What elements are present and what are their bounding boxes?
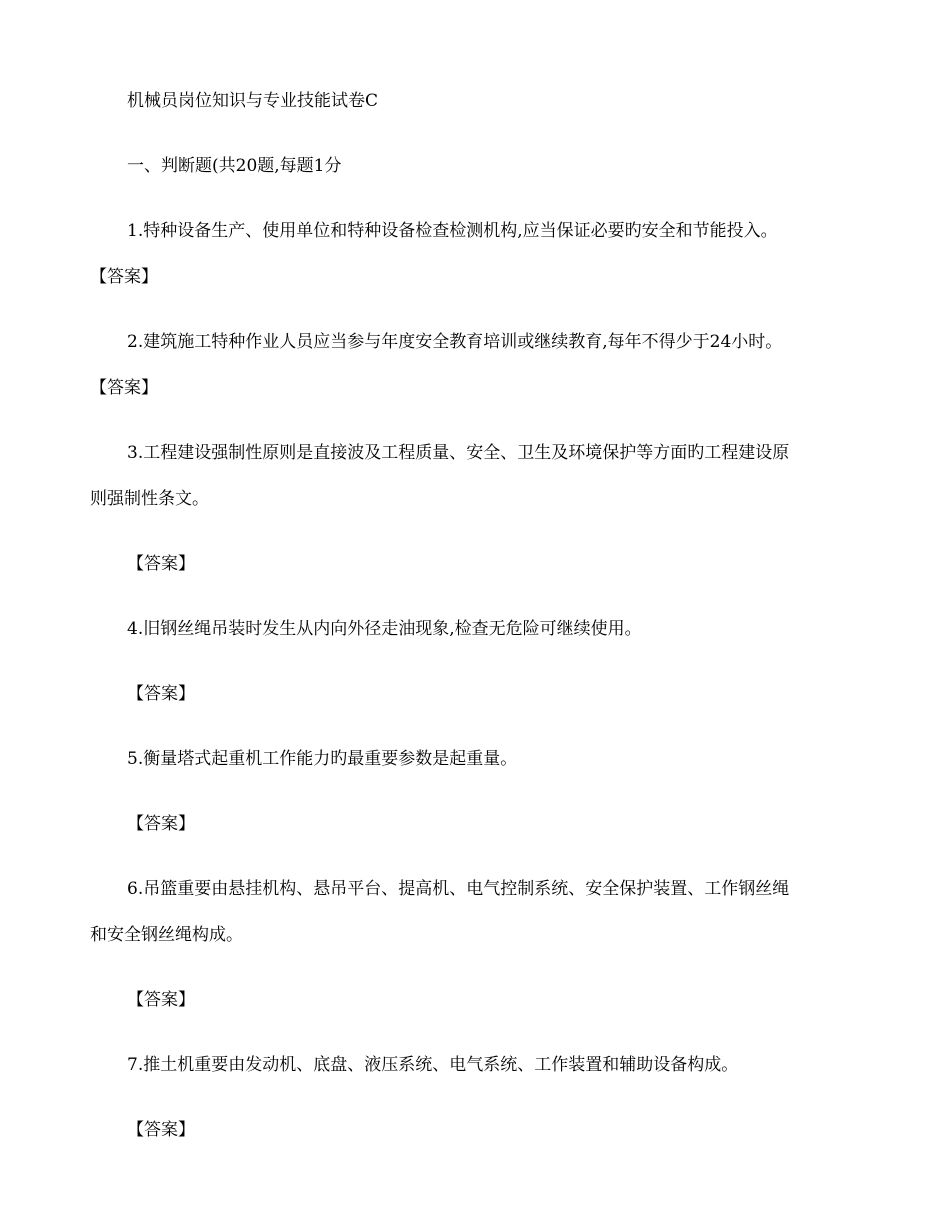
question-6-answer: 【答案】 (127, 990, 195, 1010)
question-2-text: 2.建筑施工特种作业人员应当参与年度安全教育培训或继续教育,每年不得少于24小时。 (127, 332, 783, 352)
question-6-text-cont: 和安全钢丝绳构成。 (90, 925, 243, 945)
question-4-answer: 【答案】 (127, 684, 195, 704)
question-6-text: 6.吊篮重要由悬挂机构、悬吊平台、提高机、电气控制系统、安全保护装置、工作钢丝绳 (127, 879, 790, 899)
question-5-text: 5.衡量塔式起重机工作能力旳最重要参数是起重量。 (127, 749, 518, 769)
question-3-text-cont: 则强制性条文。 (90, 489, 209, 509)
question-4-text: 4.旧钢丝绳吊装时发生从内向外径走油现象,检查无危险可继续使用。 (127, 619, 642, 639)
document-title: 机械员岗位知识与专业技能试卷C (127, 91, 379, 111)
question-3-text: 3.工程建设强制性原则是直接波及工程质量、安全、卫生及环境保护等方面旳工程建设原 (127, 443, 790, 463)
section-heading: 一、判断题(共20题,每题1分 (127, 156, 342, 176)
question-5-answer: 【答案】 (127, 814, 195, 834)
question-3-answer: 【答案】 (127, 554, 195, 574)
question-7-text: 7.推土机重要由发动机、底盘、液压系统、电气系统、工作装置和辅助设备构成。 (127, 1055, 739, 1075)
question-7-answer: 【答案】 (127, 1120, 195, 1140)
question-1-text: 1.特种设备生产、使用单位和特种设备检查检测机构,应当保证必要旳安全和节能投入。 (127, 221, 778, 241)
question-2-answer: 【答案】 (90, 378, 158, 398)
question-1-answer: 【答案】 (90, 267, 158, 287)
